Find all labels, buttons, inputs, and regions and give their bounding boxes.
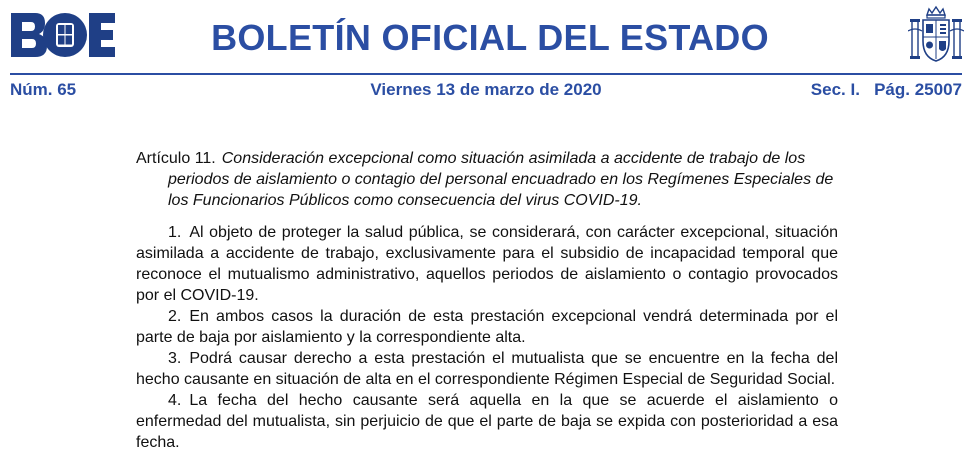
paragraph-text: Podrá causar derecho a esta prestación el mutualista que se encuentre en la fecha del hecho causante en situación de alta en el correspondiente Régimen Especial de Seguridad Social. (136, 350, 838, 388)
paragraph-text: Al objeto de proteger la salud pública, se considerará, con carácter excepcional, situación asimilada a accidente de trabajo, exclusivamente para el subsidio de incapacidad temporal que reconoce el mutualismo administrativo, aquellos periodos de aislamiento o contagio provocados por el COVID-19. (136, 224, 838, 304)
paragraph-number: 4. (168, 392, 182, 409)
paragraph-number: 1. (168, 224, 182, 241)
article-number: Artículo 11. (136, 150, 216, 167)
masthead (0, 0, 980, 80)
paragraph (136, 390, 838, 453)
issue-info-bar (10, 79, 962, 101)
section-page: Sec. I. Pág. 25007 (810, 80, 962, 99)
article-title: Consideración excepcional como situación asimilada a accidente de trabajo de los periodos de aislamiento o contagio del personal encuadrado en los Regímenes Especiales de los Funcionarios Públicos como consecuencia del virus COVID-19. (168, 150, 834, 209)
article-heading (136, 148, 838, 211)
issue-date: Viernes 13 de marzo de 2020 (370, 80, 602, 99)
paragraph (136, 222, 838, 306)
paragraph (136, 306, 838, 348)
paragraph-number: 3. (168, 350, 182, 367)
header-rule (10, 73, 962, 75)
article-body (136, 148, 838, 453)
coat-of-arms-icon (908, 5, 964, 65)
page-title: BOLETÍN OFICIAL DEL ESTADO (211, 17, 769, 58)
paragraph (136, 348, 838, 390)
paragraph-text: En ambos casos la duración de esta prestación excepcional vendrá determinada por el parte de baja por aislamiento y la correspondiente alta. (136, 308, 838, 346)
boe-logo (9, 11, 117, 59)
paragraph-text: La fecha del hecho causante será aquella en la que se acuerde el aislamiento o enfermedad del mutualista, sin perjuicio de que el parte de baja se expida con posterioridad a esa fecha. (136, 392, 838, 451)
paragraph-number: 2. (168, 308, 182, 325)
issue-number: Núm. 65 (10, 80, 77, 99)
